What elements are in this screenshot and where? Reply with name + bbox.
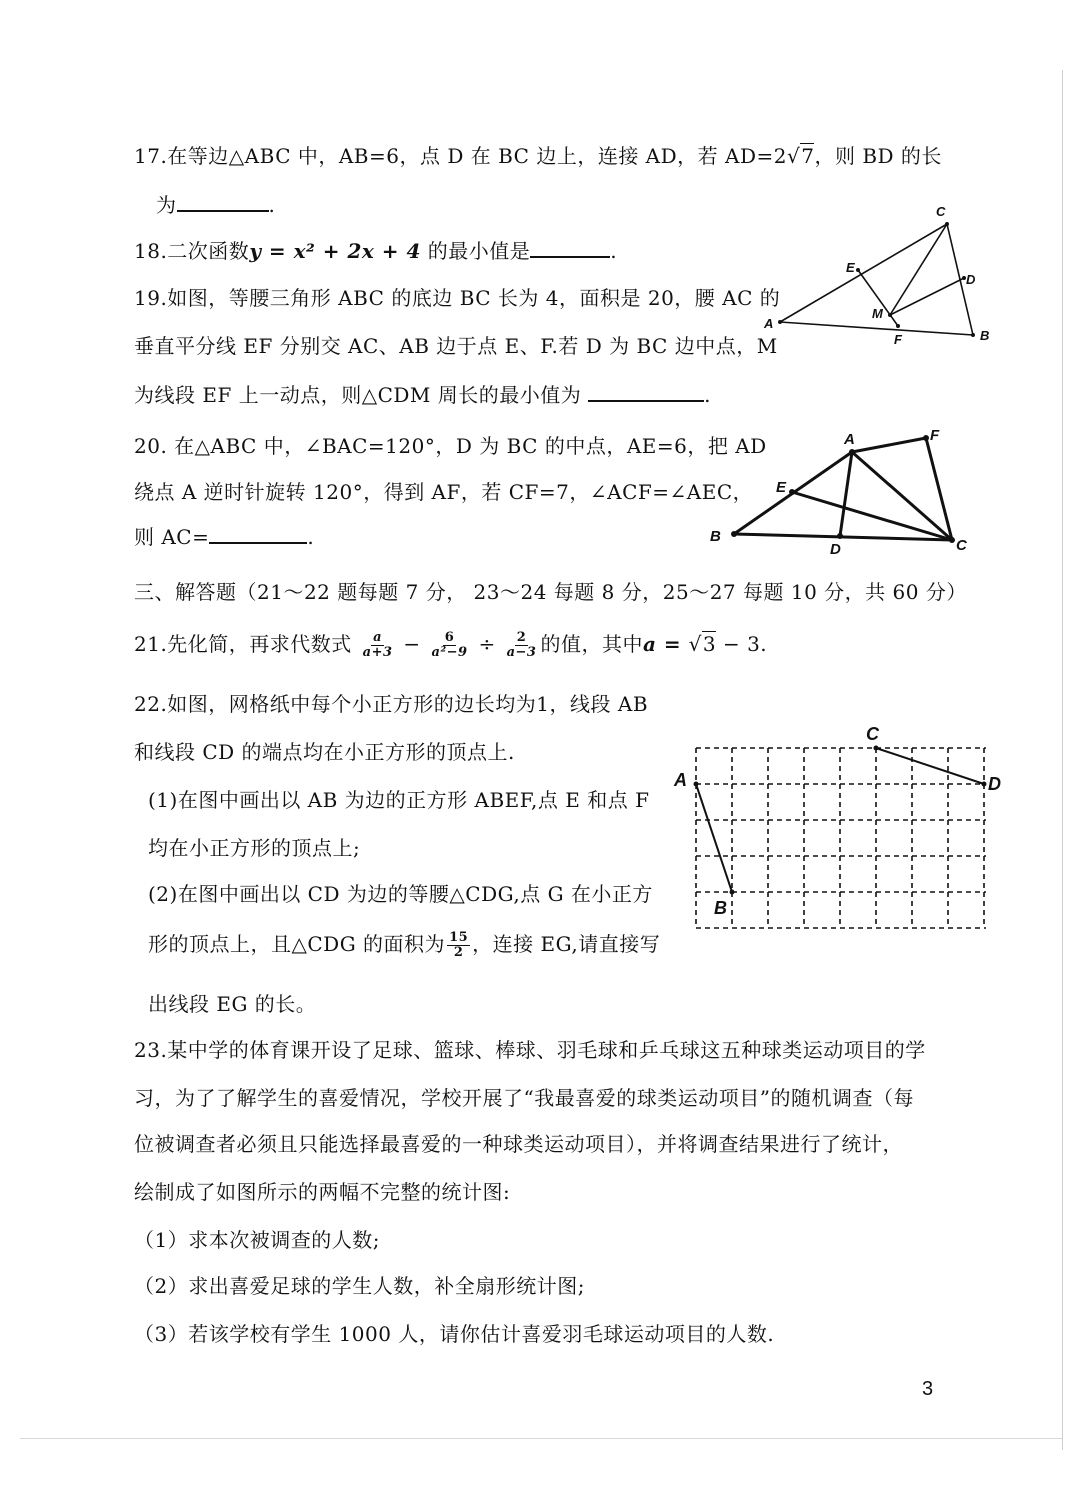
q20-line1: 20. 在△ABC 中，∠BAC=120°，D 为 BC 的中点，AE=6，把 AD	[134, 434, 767, 458]
q19-line3: 为线段 EF 上一动点，则△CDM 周长的最小值为 .	[134, 380, 711, 409]
q19-label-a: A	[764, 316, 774, 331]
scan-edge-vertical	[1062, 70, 1063, 1450]
q20-label-d: D	[830, 541, 841, 558]
q22-label-b: B	[714, 898, 727, 918]
q20-quadrilateral-figure	[700, 420, 980, 560]
q23-sub1: （1）求本次被调查的人数;	[134, 1228, 380, 1252]
q20-label-c: C	[956, 537, 967, 554]
q19-triangle-figure	[760, 200, 1000, 350]
q19-line2: 垂直平分线 EF 分别交 AC、AB 边于点 E、F.若 D 为 BC 边中点，M	[134, 334, 778, 358]
q23-sub3: （3）若该学校有学生 1000 人，请你估计喜爱羽毛球运动项目的人数.	[134, 1322, 775, 1346]
q22-line3: (1)在图中画出以 AB 为边的正方形 ABEF,点 E 和点 F	[148, 788, 650, 812]
q21-fraction-2: $\frac{6}{\text{a²−9}}$	[431, 630, 468, 660]
q20-line2: 绕点 A 逆时针旋转 120°，得到 AF，若 CF=7，∠ACF=∠AEC，	[134, 480, 754, 504]
q20-label-a: A	[844, 431, 855, 448]
q21-fraction-1: $\frac{a}{a+3}$	[362, 630, 393, 660]
q17-line1: 17.在等边△ABC 中，AB=6，点 D 在 BC 边上，连接 AD，若 AD=2√7，则 BD 的长	[134, 144, 942, 168]
scan-edge-horizontal	[20, 1438, 1062, 1439]
q22-grid-figure	[668, 718, 1018, 938]
answer-blank-18[interactable]	[530, 236, 610, 258]
q22-line7: 出线段 EG 的长。	[148, 992, 317, 1016]
q20-line3: 则 AC= .	[134, 522, 314, 551]
page-number: 3	[922, 1378, 934, 1400]
q22-line6: 形的顶点上，且△CDG 的面积为 $\frac{15}{2}$ ，连接 EG,请直接写	[148, 930, 661, 960]
q17-line2: 为 .	[156, 190, 275, 219]
section3-heading: 三、解答题（21～22 题每题 7 分， 23～24 每题 8 分，25～27 每题 10 分，共 60 分）	[134, 580, 967, 604]
q19-label-f: F	[894, 332, 902, 347]
q22-line5: (2)在图中画出以 CD 为边的等腰△CDG,点 G 在小正方	[148, 882, 653, 906]
q23-line2: 习，为了了解学生的喜爱情况，学校开展了“我最喜爱的球类运动项目”的随机调查（每	[134, 1086, 914, 1110]
q22-line2: 和线段 CD 的端点均在小正方形的顶点上.	[134, 740, 515, 764]
q22-line4: 均在小正方形的顶点上;	[148, 836, 361, 860]
q23-sub2: （2）求出喜爱足球的学生人数，补全扇形统计图;	[134, 1274, 585, 1298]
q21-fraction-3: $\frac{2}{a-3}$	[506, 630, 537, 660]
q22-line1: 22.如图，网格纸中每个小正方形的边长均为1，线段 AB	[134, 692, 649, 716]
q20-label-f: F	[930, 427, 940, 444]
q23-line4: 绘制成了如图所示的两幅不完整的统计图:	[134, 1180, 511, 1204]
q19-label-d: D	[966, 272, 976, 287]
answer-blank-19[interactable]	[588, 380, 704, 402]
q22-area-fraction: $\frac{15}{2}$	[449, 930, 469, 960]
q19-line1: 19.如图，等腰三角形 ABC 的底边 BC 长为 4，面积是 20，腰 AC 的	[134, 286, 781, 310]
q21-line: 21.先化简，再求代数式 $\frac{a}{a+3}$ − $\frac{6}{\text{a²−9}}$ ÷ $\frac{2}{a-3}$ 的值，其中a = √3 − 3.	[134, 630, 768, 660]
q20-label-e: E	[776, 479, 787, 496]
q19-label-b: B	[980, 328, 990, 343]
q18-line: 18.二次函数y = x² + 2x + 4 的最小值是 .	[134, 236, 617, 265]
q23-line1: 23.某中学的体育课开设了足球、篮球、棒球、羽毛球和乒乓球这五种球类运动项目的学	[134, 1038, 926, 1062]
q19-label-m: M	[872, 306, 883, 321]
q19-label-e: E	[846, 260, 855, 275]
q22-label-a: A	[674, 770, 687, 790]
q22-label-d: D	[988, 774, 1001, 794]
q20-label-b: B	[710, 528, 721, 545]
q23-line3: 位被调查者必须且只能选择最喜爱的一种球类运动项目），并将调查结果进行了统计，	[134, 1132, 903, 1156]
q19-label-c: C	[936, 204, 946, 219]
q22-label-c: C	[866, 724, 879, 744]
answer-blank-20[interactable]	[209, 522, 307, 544]
answer-blank-17[interactable]	[177, 190, 269, 212]
